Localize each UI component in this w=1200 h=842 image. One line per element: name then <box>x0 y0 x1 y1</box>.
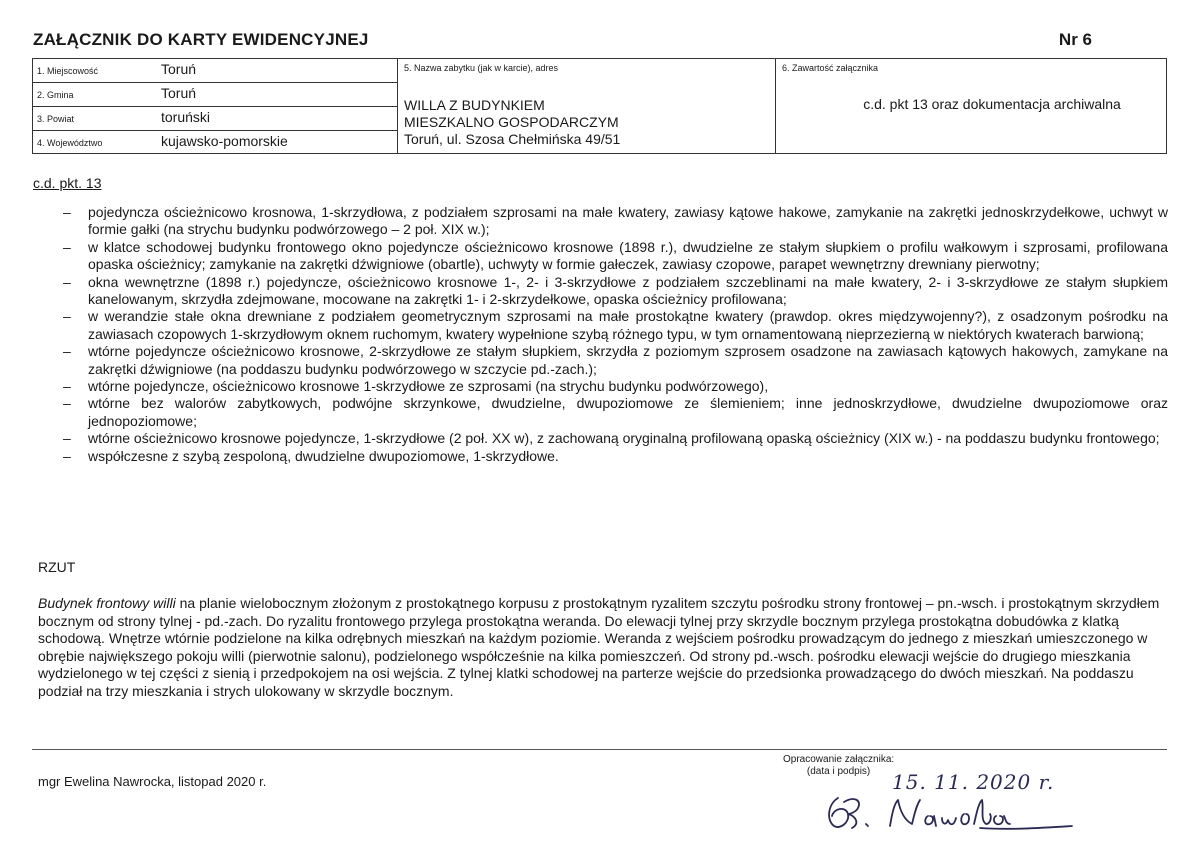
window-list <box>63 204 1168 465</box>
list-item-text: okna wewnętrzne (1898 r.) pojedyncze, ościeżnicowo krosnowe 1-, 2- i 3-skrzydłowe z podziałem szczeblinami na małe kwatery, 2- i 3-skrzydłowe ze stałym słupkiem kanelowanym, skrzydła zdejmowane, mocowane na zakrętki 1- i 2-skrzydełkowe, opaska ościeżnicy profilowana; <box>88 273 1168 308</box>
row-commune <box>33 83 397 107</box>
rzut-italic-lead: Budynek frontowy willi <box>38 595 176 611</box>
rzut-heading: RZUT <box>38 559 76 575</box>
dash-bullet: – <box>63 395 71 412</box>
dash-bullet: – <box>63 378 71 395</box>
location-column <box>33 59 398 153</box>
rzut-body-text: na planie wielobocznym złożonym z prostokątnego korpusu z prostokątnym ryzalitem szczytu pośrodku strony frontowej – pn.-wsch. i prostokątnym skrzydłem bocznym od strony tylnej - pd.-zach. Do ryzalitu frontowego przylega prostokątna weranda. Do elewacji tylnej przy skrzydle bocznym przylega prostokątna dobudówka z klatką schodową. Wnętrze wtórnie podzielone na kilka odrębnych mieszkań na każdym poziomie. Weranda z wejściem pośrodku prowadzącym do jednego z mieszkań umieszczonego w obrębie największego pokoju willi (pierwotnie salonu), podzielonego współcześnie na kilka pomieszczeń. Od strony pd.-wsch. pośrodku elewacji wejście do drugiego mieszkania wydzielonego w tej części z sienią i przedpokojem na osi wejścia. Z tylnej klatki schodowej na parterze wejście do przedsionka prowadzącego do dwóch mieszkań. Na poddaszu podział na trzy mieszkania i strych ulokowany w skrzydle bocznym. <box>38 595 1160 699</box>
row-voivodeship <box>33 131 397 155</box>
dash-bullet: – <box>63 430 71 447</box>
row-locality <box>33 59 397 83</box>
document-title: ZAŁĄCZNIK DO KARTY EWIDENCYJNEJ <box>33 30 369 49</box>
list-item-text: wtórne ościeżnicowo krosnowe pojedyncze, 1-skrzydłowe (2 poł. XX w), z zachowaną oryginalną profilowaną opaską ościeżnicy (XIX w.) - na poddaszu budynku frontowego; <box>88 430 1160 447</box>
prepared-label-line-1: Opracowanie załącznika: <box>783 754 895 765</box>
header-table <box>32 58 1167 154</box>
list-item <box>63 308 1168 343</box>
monument-name-label: 5. Nazwa zabytku (jak w karcie), adres <box>404 63 559 73</box>
contents-label: 6. Zawartość załącznika <box>782 63 879 73</box>
list-item <box>63 204 1168 239</box>
voivodeship-value: kujawsko-pomorskie <box>161 133 288 149</box>
prepared-label-line-2: (data i podpis) <box>806 766 871 777</box>
list-item-text: w klatce schodowej budynku frontowego okno pojedyncze ościeżnicowo krosnowe (1898 r.), dwudzielne ze stałym słupkiem o profilu wałkowym i szprosami, profilowana opaska ościeżnicy; zamykanie na zakrętki dźwigniowe (obartle), uchwyty w formie gałeczek, zawiasy czopowe, parapet wewnętrzny drewniany pierwotny; <box>88 238 1168 273</box>
list-item <box>63 274 1168 309</box>
list-item <box>63 378 1168 395</box>
footer-divider <box>32 749 1167 750</box>
contents-value: c.d. pkt 13 oraz dokumentacja archiwalna <box>863 96 1121 112</box>
list-item-text: w werandzie stałe okna drewniane z podziałem geometrycznym szprosami na małe prostokątne kwatery (prawdop. okres międzywojenny?), z osadzonym pośrodku na zawiasach czopowych 1-skrzydłowym oknem ruchomym, kwatery wypełnione szybą różnego typu, w tym ornamentowaną nieprzezierną w niektórych kwaterach barwioną; <box>88 308 1168 342</box>
signature-image <box>820 790 1080 835</box>
list-item <box>63 448 1168 465</box>
monument-name-column <box>398 59 776 153</box>
list-item <box>63 395 1168 430</box>
contents-column <box>776 59 1168 153</box>
attachment-number: Nr 6 <box>1058 30 1092 49</box>
dash-bullet: – <box>63 343 71 360</box>
rzut-paragraph <box>38 595 1168 700</box>
author-line: mgr Ewelina Nawrocka, listopad 2020 r. <box>38 774 267 789</box>
list-item <box>63 430 1168 447</box>
commune-value: Toruń <box>161 85 197 101</box>
monument-name-line-1: WILLA Z BUDYNKIEM <box>404 97 545 113</box>
county-label: 3. Powiat <box>37 114 75 124</box>
list-item <box>63 343 1168 378</box>
monument-address: Toruń, ul. Szosa Chełmińska 49/51 <box>404 131 621 147</box>
row-county <box>33 107 397 131</box>
dash-bullet: – <box>63 204 71 220</box>
locality-label: 1. Miejscowość <box>37 66 99 76</box>
monument-name-line-2: MIESZKALNO GOSPODARCZYM <box>404 114 619 130</box>
list-item-text: współczesne z szybą zespoloną, dwudzielne dwupoziomowe, 1-skrzydłowe. <box>88 447 559 464</box>
list-item-text: wtórne pojedyncze, ościeżnicowo krosnowe 1-skrzydłowe ze szprosami (na strychu budynku podwórzowego), <box>88 378 769 395</box>
county-value: toruński <box>161 109 211 125</box>
locality-value: Toruń <box>161 61 197 77</box>
voivodeship-label: 4. Województwo <box>37 138 103 148</box>
commune-label: 2. Gmina <box>37 90 74 100</box>
list-item-text: wtórne bez walorów zabytkowych, podwójne skrzynkowe, dwudzielne, dwupoziomowe ze ślemieniem; inne jednoskrzydłowe, dwudzielne dwupoziomowe oraz jednopoziomowe; <box>88 395 1168 429</box>
handwritten-date: 15. 11. 2020 r. <box>892 770 1055 794</box>
list-item <box>63 239 1168 274</box>
dash-bullet: – <box>63 238 71 255</box>
continuation-heading: c.d. pkt. 13 <box>33 175 102 191</box>
list-item-text: wtórne pojedyncze ościeżnicowo krosnowe, 2-skrzydłowe ze stałym słupkiem, skrzydła z poziomym szprosem osadzone na zawiasach kątowych hakowych, zamykane na zakrętki dźwigniowe (na poddaszu budynku podwórzowego w szczycie pd.-zach.); <box>88 343 1168 377</box>
dash-bullet: – <box>63 447 71 464</box>
dash-bullet: – <box>63 273 71 290</box>
dash-bullet: – <box>63 308 71 325</box>
prepared-by-label <box>783 754 894 778</box>
list-item-text: pojedyncza ościeżnicowo krosnowa, 1-skrzydłowa, z podziałem szprosami na małe kwatery, zawiasy kątowe hakowe, zamykanie na zakrętki jednoskrzydełkowe, uchwyt w formie gałki (na strychu budynku podwórzowego – 2 poł. XIX w.); <box>88 204 1168 238</box>
monument-name-value <box>404 97 620 148</box>
